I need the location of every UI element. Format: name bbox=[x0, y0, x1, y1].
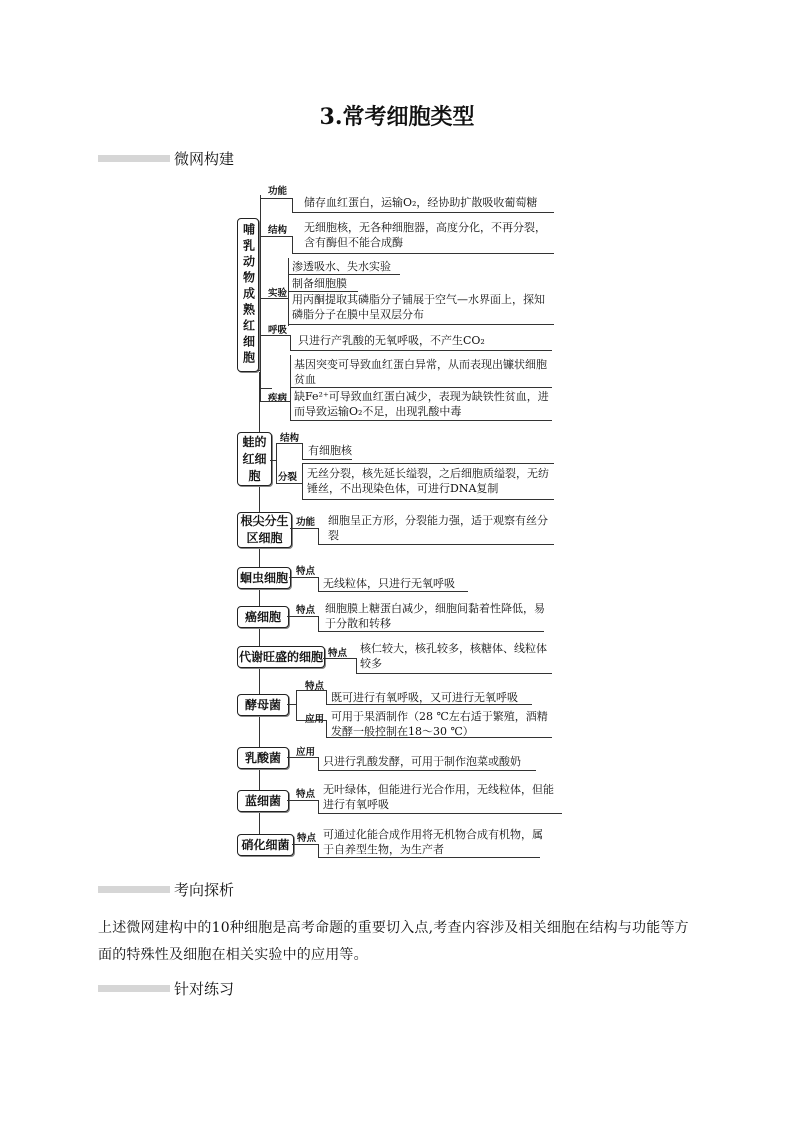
connector bbox=[318, 757, 319, 770]
connector bbox=[290, 350, 552, 351]
rbc-experiment-2: 制备细胞膜 bbox=[292, 277, 347, 290]
connector bbox=[290, 528, 318, 529]
section-heading-label: 针对练习 bbox=[174, 980, 235, 998]
branch-label-feature: 特点 bbox=[297, 833, 317, 844]
node-label: 代谢旺盛的细胞 bbox=[238, 649, 323, 664]
connector bbox=[260, 236, 292, 237]
branch-label-experiment: 实验 bbox=[268, 288, 288, 299]
rbc-structure-text: 无细胞核，无各种细胞器，高度分化，不再分裂，含有酶但不能合成酶 bbox=[304, 221, 546, 249]
connector bbox=[318, 544, 554, 545]
analysis-paragraph: 上述微网建构中的10种细胞是高考命题的重要切入点,考查内容涉及相关细胞在结构与功能等方面的特殊性及细胞在相关实验中的应用等。 bbox=[98, 920, 689, 963]
frog-division-text: 无丝分裂，核先延长缢裂，之后细胞质缢裂，无纺锤丝，不出现染色体，可进行DNA复制 bbox=[307, 467, 549, 495]
yeast-application-text: 可用于果酒制作（28 ℃左右适于繁殖，酒精发酵一般控制在18～30 ℃） bbox=[331, 710, 548, 738]
connector bbox=[302, 499, 554, 500]
connector bbox=[302, 443, 303, 459]
connector bbox=[318, 857, 540, 858]
connector bbox=[288, 324, 554, 325]
node-cyanobacteria bbox=[237, 790, 289, 812]
node-cancer-cell bbox=[237, 606, 289, 628]
node-label: 根尖分生区细胞 bbox=[240, 514, 289, 545]
connector bbox=[287, 757, 318, 758]
connector bbox=[318, 800, 319, 813]
connector bbox=[257, 370, 260, 371]
connector bbox=[287, 704, 296, 705]
connector bbox=[356, 673, 552, 674]
node-metabolic-cell bbox=[237, 646, 325, 668]
rbc-disease-2: 缺Fe²⁺可导致血红蛋白减少，表现为缺铁性贫血，进而导致运输O₂不足，出现乳酸中毒 bbox=[294, 390, 549, 418]
roundworm-feature-text: 无线粒体，只进行无氧呼吸 bbox=[323, 577, 455, 590]
branch-label-structure: 结构 bbox=[268, 225, 288, 236]
connector bbox=[302, 459, 352, 460]
section-bar bbox=[98, 155, 170, 162]
bracket-line bbox=[276, 443, 277, 483]
connector bbox=[288, 258, 289, 326]
section-bar bbox=[98, 886, 170, 893]
connector bbox=[356, 658, 357, 673]
rbc-respiration-text: 只进行产乳酸的无氧呼吸，不产生CO₂ bbox=[298, 334, 485, 347]
metabolic-feature-text: 核仁较大，核孔较多，核糖体、线粒体较多 bbox=[360, 642, 547, 670]
connector bbox=[290, 335, 291, 350]
connector bbox=[318, 770, 536, 771]
branch-label-feature: 特点 bbox=[296, 789, 316, 800]
connector bbox=[260, 335, 290, 336]
connector bbox=[302, 463, 303, 499]
connector bbox=[290, 420, 552, 421]
connector bbox=[260, 401, 290, 402]
connector bbox=[287, 616, 318, 617]
node-yeast bbox=[237, 694, 289, 716]
connector bbox=[288, 274, 400, 275]
root-function-text: 细胞呈正方形，分裂能力强，适于观察有丝分裂 bbox=[328, 514, 548, 542]
branch-label-function: 功能 bbox=[296, 517, 316, 528]
branch-label-respiration: 呼吸 bbox=[268, 325, 288, 336]
rbc-experiment-3: 用丙酮提取其磷脂分子铺展于空气—水界面上，探知磷脂分子在膜中呈双层分布 bbox=[292, 293, 545, 321]
branch-label-feature: 特点 bbox=[305, 681, 325, 692]
branch-label-function: 功能 bbox=[268, 186, 288, 197]
connector bbox=[289, 577, 318, 578]
connector bbox=[276, 443, 302, 444]
node-label: 蓝细菌 bbox=[244, 793, 281, 808]
connector bbox=[292, 844, 318, 845]
node-roundworm bbox=[237, 567, 291, 589]
branch-label-application: 应用 bbox=[305, 714, 325, 725]
connector bbox=[318, 844, 319, 857]
connector bbox=[260, 198, 292, 199]
node-frog-rbc bbox=[237, 432, 272, 486]
page-title: 3.常考细胞类型 bbox=[319, 104, 475, 130]
connector bbox=[292, 253, 554, 254]
connector bbox=[318, 591, 468, 592]
nitro-feature-text: 可通过化能合成作用将无机物合成有机物，属于自养型生物，为生产者 bbox=[323, 828, 543, 856]
cancer-feature-text: 细胞膜上糖蛋白减少，细胞间黏着性降低，易于分散和转移 bbox=[325, 602, 545, 630]
branch-label-feature: 特点 bbox=[296, 566, 316, 577]
connector bbox=[318, 616, 319, 631]
node-mammal-rbc bbox=[237, 218, 259, 372]
node-lactic-bacteria bbox=[237, 747, 289, 769]
connector bbox=[292, 236, 293, 253]
section-bar bbox=[98, 985, 170, 992]
branch-label-division: 分裂 bbox=[278, 472, 298, 483]
node-label: 酵母菌 bbox=[244, 697, 281, 712]
lactic-application-text: 只进行乳酸发酵，可用于制作泡菜或酸奶 bbox=[323, 755, 521, 768]
connector bbox=[270, 460, 276, 461]
connector bbox=[326, 690, 327, 704]
connector bbox=[326, 720, 327, 737]
yeast-feature-text: 既可进行有氧呼吸，又可进行无氧呼吸 bbox=[331, 691, 518, 704]
connector bbox=[290, 387, 552, 388]
connector bbox=[260, 298, 288, 299]
section-heading-label: 微网构建 bbox=[174, 150, 235, 168]
connector bbox=[292, 212, 554, 213]
node-label: 哺乳动物成熟红细胞 bbox=[241, 223, 256, 367]
branch-label-feature: 特点 bbox=[328, 648, 348, 659]
node-nitrifying-bacteria bbox=[237, 834, 294, 856]
connector bbox=[318, 813, 562, 814]
node-label: 乳酸菌 bbox=[244, 750, 281, 765]
cyano-feature-text: 无叶绿体，但能进行光合作用，无线粒体，但能进行有氧呼吸 bbox=[323, 783, 554, 811]
section-heading-label: 考向探析 bbox=[174, 881, 235, 899]
node-label: 蛙的红细胞 bbox=[242, 434, 267, 483]
branch-label-feature: 特点 bbox=[296, 605, 316, 616]
connector bbox=[323, 658, 356, 659]
connector bbox=[318, 631, 544, 632]
frog-structure-text: 有细胞核 bbox=[308, 444, 352, 457]
node-label: 蛔虫细胞 bbox=[239, 570, 288, 585]
node-label: 癌细胞 bbox=[244, 609, 281, 624]
branch-label-disease: 疾病 bbox=[268, 393, 288, 404]
connector bbox=[302, 463, 554, 464]
rbc-disease-1: 基因突变可导致血红蛋白异常，从而表现出镰状细胞贫血 bbox=[294, 358, 547, 386]
rbc-experiment-1: 渗透吸水、失水实验 bbox=[292, 260, 391, 273]
bracket-line bbox=[296, 690, 297, 720]
connector bbox=[318, 577, 319, 591]
rbc-function-text: 储存血红蛋白，运输O₂，经协助扩散吸收葡萄糖 bbox=[304, 196, 538, 209]
connector bbox=[296, 690, 326, 691]
connector bbox=[296, 720, 326, 721]
connector bbox=[276, 483, 302, 484]
connector bbox=[292, 198, 293, 212]
branch-label-application: 应用 bbox=[296, 747, 316, 758]
connector bbox=[318, 528, 319, 544]
node-root-meristem bbox=[237, 512, 292, 548]
branch-label-structure: 结构 bbox=[280, 433, 300, 444]
connector bbox=[287, 800, 318, 801]
node-label: 硝化细菌 bbox=[241, 837, 290, 852]
